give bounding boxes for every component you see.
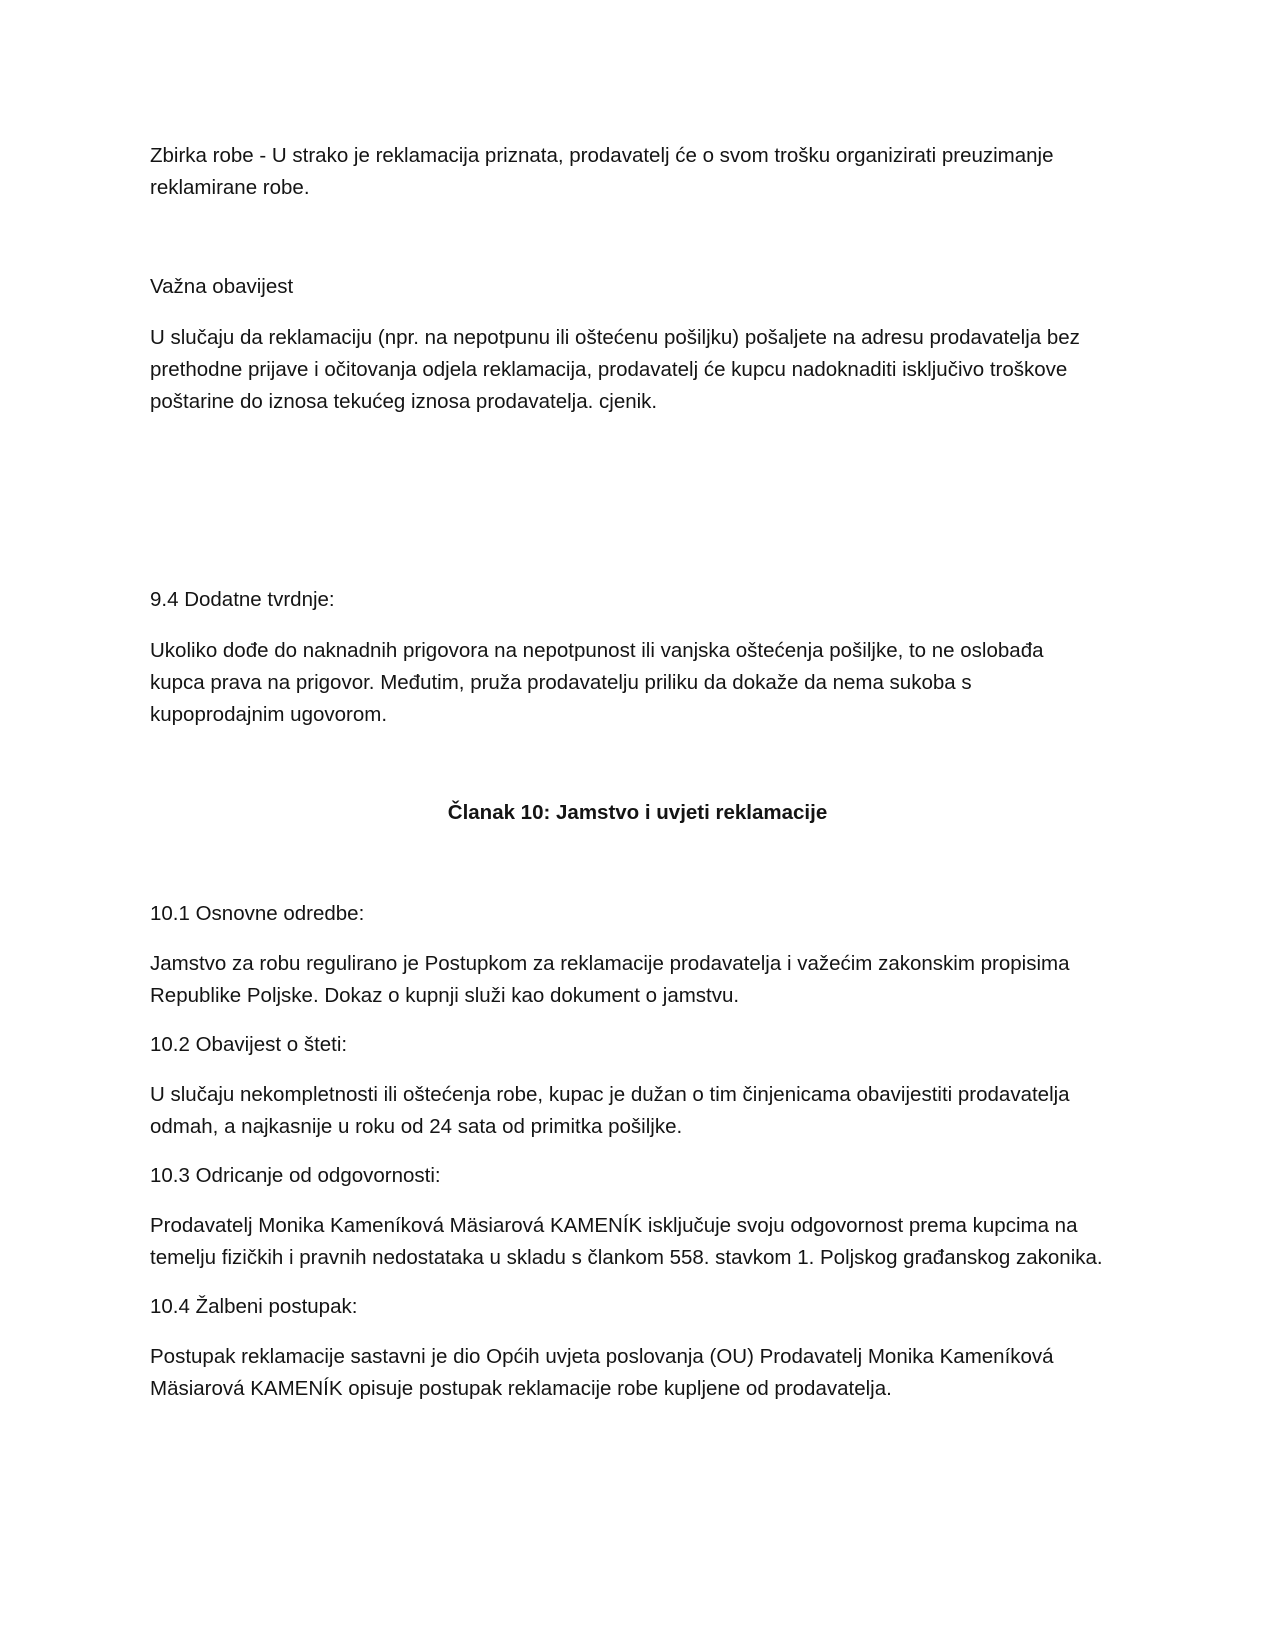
- text-line: Mäsiarová KAMENÍK opisuje postupak reklamacije robe kupljene od prodavatelja.: [150, 1377, 892, 1400]
- text-line: reklamirane robe.: [150, 176, 310, 199]
- paragraph-10-3: [150, 1210, 1130, 1274]
- text-line: poštarine do iznosa tekućeg iznosa prodavatelja. cjenik.: [150, 390, 658, 413]
- paragraph-10-1: [150, 948, 1130, 1012]
- heading-vazna-obavijest: Važna obavijest: [150, 275, 294, 298]
- text-line: Prodavatelj Monika Kameníková Mäsiarová KAMENÍK isključuje svoju odgovornost prema kupcima na: [150, 1214, 1078, 1237]
- paragraph-zbirka-robe: [150, 140, 1130, 204]
- text-line: U slučaju da reklamaciju (npr. na nepotpunu ili oštećenu pošiljku) pošaljete na adresu prodavatelja bez: [150, 326, 1080, 349]
- text-line: temelju fizičkih i pravnih nedostataka u skladu s člankom 558. stavkom 1. Poljskog građanskog zakonika.: [150, 1246, 1103, 1269]
- heading-9-4: 9.4 Dodatne tvrdnje:: [150, 588, 335, 611]
- text-line: U slučaju nekompletnosti ili oštećenja robe, kupac je dužan o tim činjenicama obavijestiti prodavatelja: [150, 1083, 1070, 1106]
- paragraph-vazna-obavijest: [150, 322, 1130, 418]
- paragraph-10-4: [150, 1341, 1130, 1405]
- heading-10-3: 10.3 Odricanje od odgovornosti:: [150, 1164, 441, 1187]
- paragraph-10-2: [150, 1079, 1130, 1143]
- text-line: kupca prava na prigovor. Međutim, pruža prodavatelju priliku da dokaže da nema sukoba s: [150, 671, 972, 694]
- paragraph-9-4: [150, 635, 1130, 731]
- text-line: Republike Poljske. Dokaz o kupnji služi kao dokument o jamstvu.: [150, 984, 740, 1007]
- heading-10-1: 10.1 Osnovne odredbe:: [150, 902, 365, 925]
- text-line: odmah, a najkasnije u roku od 24 sata od primitka pošiljke.: [150, 1115, 683, 1138]
- text-line: Ukoliko dođe do naknadnih prigovora na nepotpunost ili vanjska oštećenja pošiljke, to ne oslobađa: [150, 639, 1044, 662]
- text-line: Zbirka robe - U strako je reklamacija priznata, prodavatelj će o svom trošku organizirati preuzimanje: [150, 144, 1054, 167]
- heading-10-2: 10.2 Obavijest o šteti:: [150, 1033, 348, 1056]
- text-line: Jamstvo za robu regulirano je Postupkom za reklamacije prodavatelja i važećim zakonskim propisima: [150, 952, 1070, 975]
- heading-10-4: 10.4 Žalbeni postupak:: [150, 1295, 358, 1318]
- article-title: Članak 10: Jamstvo i uvjeti reklamacije: [447, 801, 828, 824]
- text-line: Postupak reklamacije sastavni je dio Općih uvjeta poslovanja (OU) Prodavatelj Monika Kameníková: [150, 1345, 1054, 1368]
- text-line: prethodne prijave i očitovanja odjela reklamacija, prodavatelj će kupcu nadoknaditi isključivo troškove: [150, 358, 1068, 381]
- text-line: kupoprodajnim ugovorom.: [150, 703, 388, 726]
